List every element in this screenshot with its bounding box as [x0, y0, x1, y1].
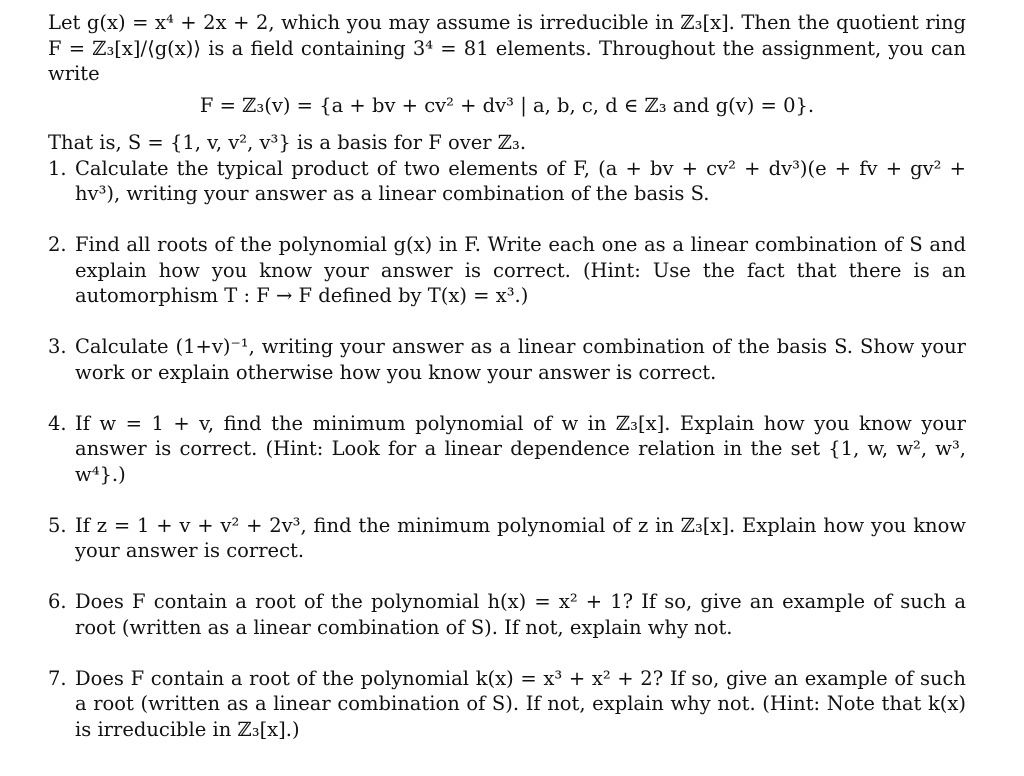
problem-text: Calculate (1+v)⁻¹, writing your answer as a linear combination of the basis S. Show your work or explain otherwise how you know your answer is correct. — [75, 335, 966, 384]
problem-text: Calculate the typical product of two elements of F, (a + bv + cv² + dv³)(e + fv + gv² + hv³), writing your answer as a linear combination of the basis S. — [75, 156, 966, 205]
problem-number: 2. — [48, 233, 67, 256]
problem-text: Find all roots of the polynomial g(x) in F. Write each one as a linear combination of S and explain how you know your answer is correct. (Hint: Use the fact that there is an automorphism T : F → F defined by T(x) = x³.) — [75, 233, 966, 307]
problem-number: 7. — [48, 666, 67, 690]
problem-item — [48, 411, 966, 488]
field-definition-equation: F = ℤ₃(v) = {a + bv + cv² + dv³ | a, b, c, d ∈ ℤ₃ and g(v) = 0}. — [199, 93, 815, 117]
problem-item — [48, 156, 966, 207]
intro-paragraph: Let g(x) = x⁴ + 2x + 2, which you may assume is irreducible in ℤ₃[x]. Then the quotient ring F = ℤ₃[x]/⟨g(x)⟩ is a field containing 3⁴ = 81 elements. Throughout the assignment, you can write — [48, 11, 966, 85]
problem-item — [48, 232, 966, 309]
problem-text: Does F contain a root of the polynomial h(x) = x² + 1? If so, give an example of such a root (written as a linear combination of S). If not, explain why not. — [75, 590, 966, 639]
problem-number: 6. — [48, 590, 67, 613]
problem-item — [48, 666, 966, 743]
problem-number: 4. — [48, 411, 67, 435]
problem-list — [48, 156, 966, 743]
problem-item — [48, 334, 966, 385]
basis-statement: That is, S = {1, v, v², v³} is a basis for F over ℤ₃. — [48, 131, 527, 154]
problem-number: 5. — [48, 513, 67, 537]
problem-item — [48, 589, 966, 640]
problem-number: 1. — [48, 156, 67, 180]
assignment-document — [48, 10, 966, 768]
problem-text: If z = 1 + v + v² + 2v³, find the minimum polynomial of z in ℤ₃[x]. Explain how you know your answer is correct. — [75, 513, 966, 562]
problem-text: If w = 1 + v, find the minimum polynomial of w in ℤ₃[x]. Explain how you know your answer is correct. (Hint: Look for a linear dependence relation in the set {1, w, w², w³, w⁴}.) — [75, 411, 966, 486]
problem-text: Does F contain a root of the polynomial k(x) = x³ + x² + 2? If so, give an example of such a root (written as a linear combination of S). If not, explain why not. (Hint: Note that k(x) is irreducible in ℤ₃[x].) — [75, 666, 966, 741]
intro-section — [48, 10, 966, 156]
problem-item — [48, 513, 966, 564]
problem-number: 3. — [48, 335, 67, 358]
